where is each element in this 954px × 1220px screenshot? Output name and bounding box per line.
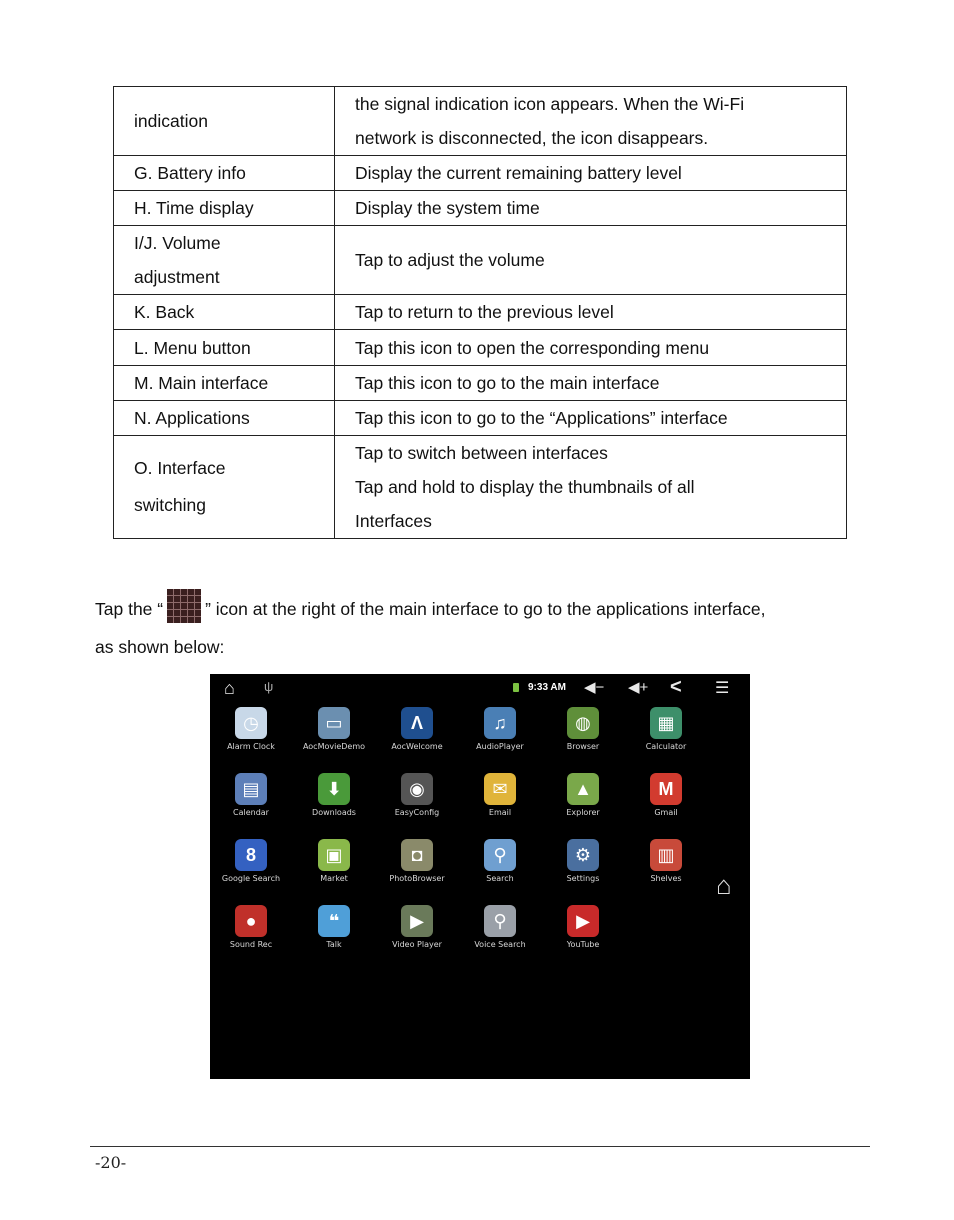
- row-desc-cell: [335, 366, 847, 401]
- app-settings[interactable]: [541, 839, 625, 883]
- microphone-record-icon: ●: [235, 905, 267, 937]
- globe-icon: ◍: [567, 707, 599, 739]
- calendar-icon: ▤: [235, 773, 267, 805]
- app-aoc[interactable]: [375, 707, 459, 751]
- battery-icon: [513, 683, 519, 692]
- app-calculator[interactable]: [624, 707, 708, 751]
- row-desc-line: Tap this icon to go to the main interface: [355, 373, 660, 393]
- table-row: [114, 330, 847, 366]
- app-config[interactable]: [375, 773, 459, 817]
- row-desc-cell: [335, 330, 847, 366]
- app-microphone-record[interactable]: [209, 905, 293, 949]
- app-label: Sound Rec: [229, 940, 273, 949]
- app-google-search[interactable]: [209, 839, 293, 883]
- app-label: Calendar: [233, 808, 269, 817]
- app-label: AudioPlayer: [476, 742, 524, 751]
- status-time: 9:33 AM: [528, 682, 566, 693]
- voice-search-icon: ⚲: [484, 905, 516, 937]
- app-label: Talk: [326, 940, 342, 949]
- table-row: [114, 295, 847, 330]
- app-label: Browser: [566, 742, 600, 751]
- row-label-line: H. Time display: [134, 198, 254, 218]
- volume-down-icon[interactable]: ◀−: [584, 679, 605, 696]
- row-desc-cell: [335, 156, 847, 191]
- row-desc-cell: [335, 401, 847, 436]
- row-label-line: M. Main interface: [134, 373, 269, 393]
- app-books[interactable]: [624, 839, 708, 883]
- app-label: EasyConfig: [394, 808, 440, 817]
- row-label-cell: [114, 295, 335, 330]
- row-label-line: K. Back: [134, 302, 195, 322]
- status-bar: [210, 674, 750, 702]
- youtube-icon: ▶: [567, 905, 599, 937]
- row-desc-line: Tap this icon to open the corresponding menu: [355, 337, 710, 358]
- app-globe[interactable]: [541, 707, 625, 751]
- row-label-cell: [114, 401, 335, 436]
- row-desc-cell: [335, 436, 847, 539]
- app-label: Alarm Clock: [227, 742, 275, 751]
- menu-icon[interactable]: ☰: [715, 680, 730, 697]
- magnifier-icon: ⚲: [484, 839, 516, 871]
- row-desc-cell: [335, 87, 847, 156]
- audio-player-icon: ♫: [484, 707, 516, 739]
- row-desc-line: Tap to adjust the volume: [355, 250, 545, 270]
- settings-icon: ⚙: [567, 839, 599, 871]
- instruction-paragraph: [95, 590, 875, 666]
- table-row: [114, 366, 847, 401]
- app-voice-search[interactable]: [458, 905, 542, 949]
- app-label: AocMovieDemo: [302, 742, 366, 751]
- row-desc-line: Tap and hold to display the thumbnails of all: [355, 477, 695, 497]
- row-label-cell: [114, 436, 335, 539]
- back-icon[interactable]: <: [670, 676, 682, 698]
- app-download[interactable]: [292, 773, 376, 817]
- row-desc-line: Tap to return to the previous level: [355, 302, 614, 322]
- table-row: [114, 436, 847, 539]
- footer-divider: [90, 1146, 870, 1147]
- row-desc-line: the signal indication icon appears. When the Wi-Fi: [355, 94, 745, 114]
- row-desc-cell: [335, 295, 847, 330]
- app-label: Search: [486, 874, 514, 883]
- row-label-cell: [114, 191, 335, 226]
- function-table: [113, 86, 847, 539]
- app-magnifier[interactable]: [458, 839, 542, 883]
- camera-icon: ◘: [401, 839, 433, 871]
- app-label: Calculator: [645, 742, 687, 751]
- aoc-icon: Λ: [401, 707, 433, 739]
- talk-icon: ❝: [318, 905, 350, 937]
- row-label-line: N. Applications: [134, 408, 250, 428]
- row-desc-line: Interfaces: [355, 511, 432, 531]
- page-number: -20-: [95, 1153, 127, 1172]
- app-gmail[interactable]: [624, 773, 708, 817]
- row-desc-line: Tap to switch between interfaces: [355, 443, 608, 463]
- main-interface-home-icon[interactable]: ⌂: [716, 870, 732, 900]
- table-row: [114, 191, 847, 226]
- applications-screenshot: [210, 674, 750, 1079]
- books-icon: ▥: [650, 839, 682, 871]
- app-movie[interactable]: [292, 707, 376, 751]
- usb-icon: ψ: [264, 679, 274, 694]
- row-label-cell: [114, 226, 335, 295]
- row-desc-line: network is disconnected, the icon disappears.: [355, 128, 709, 148]
- app-label: Voice Search: [474, 940, 526, 949]
- row-desc-line: Display the system time: [355, 198, 540, 218]
- app-camera[interactable]: [375, 839, 459, 883]
- app-explorer[interactable]: [541, 773, 625, 817]
- google-search-icon: 8: [235, 839, 267, 871]
- app-alarm-clock[interactable]: [209, 707, 293, 751]
- download-icon: ⬇: [318, 773, 350, 805]
- app-label: YouTube: [566, 940, 600, 949]
- para-text-line2: as shown below:: [95, 637, 225, 657]
- market-icon: ▣: [318, 839, 350, 871]
- para-text-after: ” icon at the right of the main interface to go to the applications interface,: [205, 599, 766, 619]
- row-desc-line: Display the current remaining battery level: [355, 163, 682, 183]
- row-label-cell: [114, 87, 335, 156]
- home-icon[interactable]: ⌂: [224, 678, 235, 698]
- app-calendar[interactable]: [209, 773, 293, 817]
- row-desc-line: Tap this icon to go to the “Applications” interface: [355, 408, 728, 428]
- row-label-line: G. Battery info: [134, 163, 246, 183]
- app-audio-player[interactable]: [458, 707, 542, 751]
- row-label-cell: [114, 156, 335, 191]
- row-desc-cell: [335, 226, 847, 295]
- row-label-cell: [114, 366, 335, 401]
- app-label: Explorer: [566, 808, 600, 817]
- row-label-line: O. Interface: [134, 458, 226, 478]
- calculator-icon: ▦: [650, 707, 682, 739]
- volume-up-icon[interactable]: ◀+: [628, 679, 649, 696]
- row-label-line: adjustment: [134, 267, 220, 287]
- row-label-line: indication: [134, 111, 208, 131]
- row-label-cell: [114, 330, 335, 366]
- app-label: Downloads: [312, 808, 356, 817]
- row-label-line: L. Menu button: [134, 337, 251, 358]
- row-desc-cell: [335, 191, 847, 226]
- app-label: Settings: [566, 874, 600, 883]
- app-label: Google Search: [221, 874, 281, 883]
- row-label-line: switching: [134, 495, 206, 515]
- alarm-clock-icon: ◷: [235, 707, 267, 739]
- para-text-before: Tap the “: [95, 599, 164, 619]
- app-label: PhotoBrowser: [389, 874, 445, 883]
- app-label: Video Player: [392, 940, 442, 949]
- app-video-player[interactable]: [375, 905, 459, 949]
- config-icon: ◉: [401, 773, 433, 805]
- email-icon: ✉: [484, 773, 516, 805]
- table-row: [114, 226, 847, 295]
- video-player-icon: ▶: [401, 905, 433, 937]
- app-label: Gmail: [654, 808, 678, 817]
- app-label: AocWelcome: [391, 742, 443, 751]
- table-row: [114, 156, 847, 191]
- gmail-icon: M: [650, 773, 682, 805]
- app-label: Email: [488, 808, 512, 817]
- app-email[interactable]: [458, 773, 542, 817]
- movie-icon: ▭: [318, 707, 350, 739]
- app-label: Market: [320, 874, 348, 883]
- table-row: [114, 401, 847, 436]
- row-label-line: I/J. Volume: [134, 233, 221, 253]
- app-youtube[interactable]: [541, 905, 625, 949]
- explorer-icon: ▲: [567, 773, 599, 805]
- app-talk[interactable]: [292, 905, 376, 949]
- app-market[interactable]: [292, 839, 376, 883]
- app-grid-icon: [167, 589, 201, 623]
- table-row: [114, 87, 847, 156]
- app-label: Shelves: [650, 874, 682, 883]
